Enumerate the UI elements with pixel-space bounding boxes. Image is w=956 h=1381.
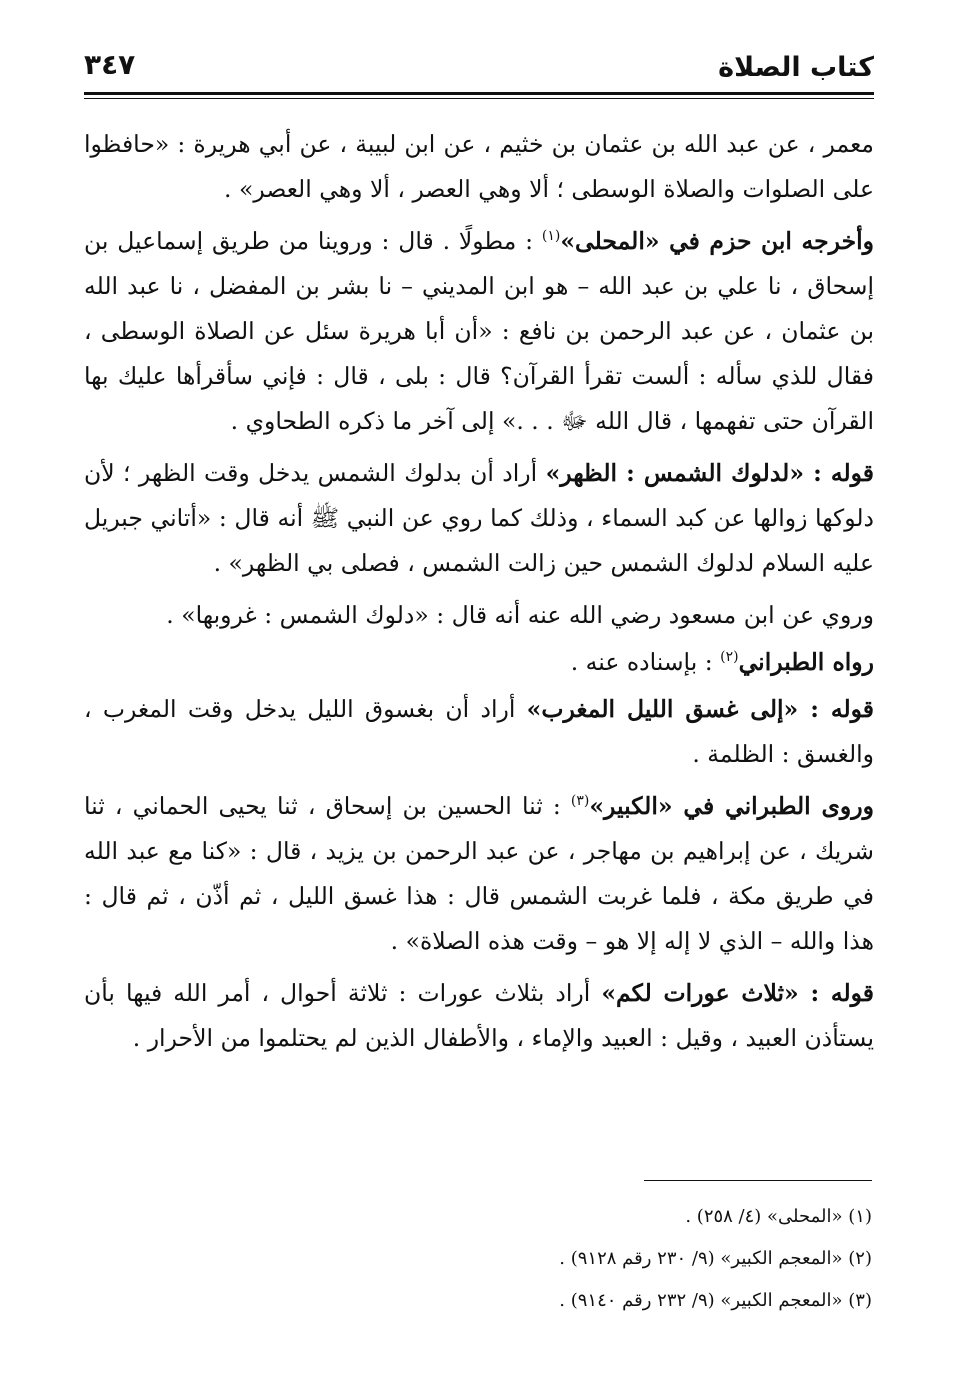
paragraph-lead: رواه الطبراني (738, 648, 874, 676)
paragraph-lead: وأخرجه ابن حزم في «المحلى» (560, 227, 874, 255)
paragraph-lead: قوله : «ثلاث عورات لكم» (601, 979, 874, 1007)
footnote-ref: (١) (541, 228, 561, 245)
paragraph-text: : بإسناده عنه . (570, 648, 721, 676)
page-number: ٣٤٧ (84, 48, 136, 81)
paragraph-lead: وروى الطبراني في «الكبير» (589, 792, 874, 820)
page-header (84, 48, 874, 90)
paragraph-lead: قوله : «إلى غسق الليل المغرب» (526, 695, 875, 723)
footnote-ref: (٢) (720, 649, 739, 666)
footnotes (82, 1196, 872, 1322)
footnote-ref: (٣) (570, 793, 590, 810)
footnote-rule (644, 1180, 872, 1181)
footnote: (٣) «المعجم الكبير» (٩/ ٢٣٢ رقم ٩١٤٠) . (559, 1290, 872, 1311)
paragraph (84, 971, 874, 1061)
paragraph-text: معمر ، عن عبد الله بن عثمان بن خثيم ، عن ابن لبيبة ، عن أبي هريرة : «حافظوا على الصلوات والصلاة الوسطى ؛ ألا وهي العصر ، ألا وهي العصر» . (84, 130, 874, 203)
header-rule-thick (84, 92, 874, 95)
paragraph (84, 784, 874, 964)
paragraph-text: أراد أن بغسوق الليل يدخل وقت المغرب ، والغسق : الظلمة . (84, 695, 874, 768)
paragraph-text: : مطولًا . قال : وروينا من طريق إسماعيل بن إسحاق ، نا علي بن عبد الله – هو ابن المديني – نا بشر بن المفضل ، نا عبد الله بن عثمان ، عن عبد الرحمن بن نافع : «أن أبا هريرة سئل عن الصلاة الوسطى ، فقال للذي سأله : ألست تقرأ القرآن؟ قال : بلى ، قال : فإني سأقرأها عليك بها القرآن حتى تفهمها ، قال الله ﷻ . . .» إلى آخر ما ذكره الطحاوي . (84, 227, 874, 435)
footnote: (٢) «المعجم الكبير» (٩/ ٢٣٠ رقم ٩١٢٨) . (559, 1248, 872, 1269)
footnote: (١) «المحلى» (٤/ ٢٥٨) . (685, 1206, 872, 1227)
paragraph (84, 593, 874, 638)
paragraph (84, 687, 874, 777)
paragraph (84, 451, 874, 586)
paragraph-lead: قوله : «لدلوك الشمس : الظهر» (545, 459, 874, 487)
paragraph-text: وروي عن ابن مسعود رضي الله عنه أنه قال : «دلوك الشمس : غروبها» . (166, 601, 874, 629)
paragraph-text: أراد بثلاث عورات : ثلاثة أحوال ، أمر الله فيها بأن يستأذن العبيد ، وقيل : العبيد والإماء ، والأطفال الذين لم يحتلموا من الأحرار . (84, 979, 874, 1052)
chapter-title: كتاب الصلاة (718, 52, 874, 83)
paragraph (84, 640, 874, 685)
main-text (84, 122, 874, 1068)
header-rule-thin (84, 98, 874, 99)
paragraph-text: : ثنا الحسين بن إسحاق ، ثنا يحيى الحماني ، ثنا شريك ، عن إبراهيم بن مهاجر ، عن عبد الرحمن بن يزيد ، قال : «كنا مع عبد الله في طريق مكة ، فلما غربت الشمس قال : هذا غسق الليل ، ثم أذّن ، ثم قال : هذا والله – الذي لا إله إلا هو – وقت هذه الصلاة» . (84, 792, 874, 955)
paragraph (84, 219, 874, 444)
paragraph-text: أراد أن بدلوك الشمس يدخل وقت الظهر ؛ لأن دلوكها زوالها عن كبد السماء ، وذلك كما روي عن النبي ﷺ أنه قال : «أتاني جبريل عليه السلام لدلوك الشمس حين زالت الشمس ، فصلى بي الظهر» . (84, 459, 874, 577)
paragraph (84, 122, 874, 212)
